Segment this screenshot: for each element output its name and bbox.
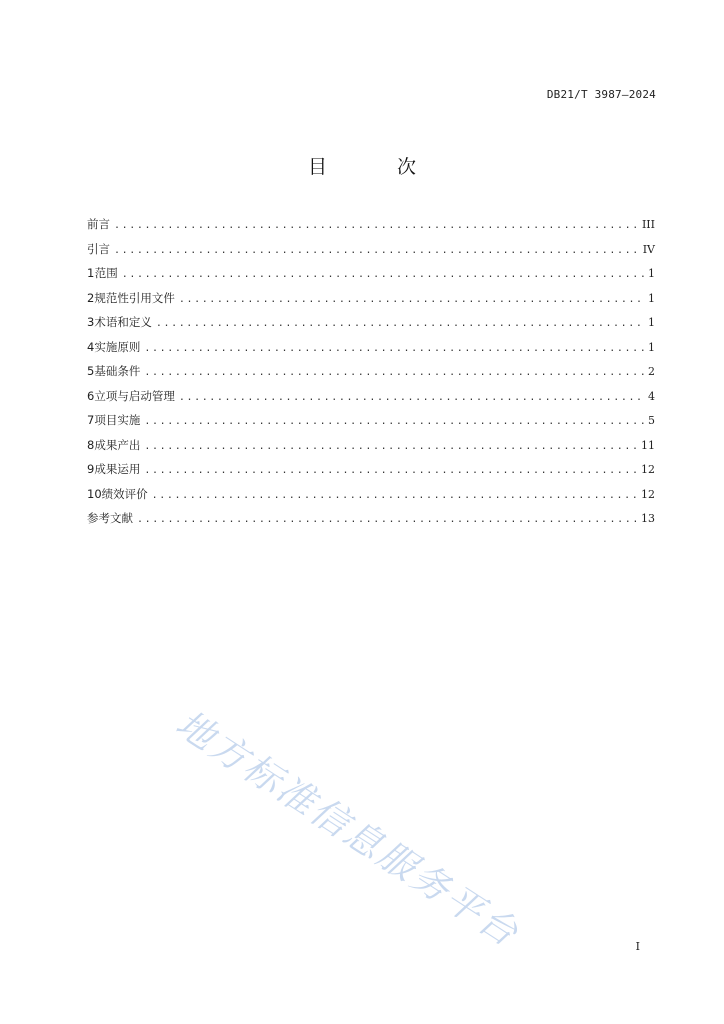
toc-entry-page: 1 xyxy=(648,316,655,329)
toc-entry-page: 4 xyxy=(648,389,655,403)
toc-leader-dots xyxy=(144,441,637,452)
toc-entry-page: 2 xyxy=(648,365,655,378)
toc-entry-page: 1 xyxy=(648,340,655,354)
toc-entry-page: IV xyxy=(642,242,655,256)
toc-entry-label: 规范性引用文件 xyxy=(94,290,175,305)
toc-entry-number: 1 xyxy=(87,266,95,280)
toc-entry-label: 前言 xyxy=(87,217,110,231)
toc-entry-number: 2 xyxy=(87,290,95,305)
toc-entry[interactable] xyxy=(87,461,655,486)
toc-entry[interactable] xyxy=(87,437,655,462)
toc-entry[interactable] xyxy=(87,216,655,241)
standard-code: DB21/T 3987—2024 xyxy=(546,88,656,101)
toc-entry-label: 成果产出 xyxy=(94,437,141,452)
watermark: 地方标准信息服务平台 xyxy=(168,701,528,956)
toc-entry[interactable] xyxy=(87,486,655,511)
toc-entry[interactable] xyxy=(87,412,655,437)
toc-entry-page: 13 xyxy=(641,512,655,525)
toc-entry-label: 范围 xyxy=(94,266,118,280)
toc-entry-page: 11 xyxy=(641,438,655,452)
page-title: 目 次 xyxy=(307,156,449,178)
toc-leader-dots xyxy=(144,465,637,476)
toc-entry-label: 实施原则 xyxy=(94,339,141,354)
toc-leader-dots xyxy=(144,343,644,354)
toc-entry-page: 12 xyxy=(641,463,655,476)
toc-entry-label: 参考文献 xyxy=(87,511,133,525)
toc-entry-number: 7 xyxy=(87,413,95,427)
toc-entry-page: 5 xyxy=(648,414,655,427)
toc-entry-number: 10 xyxy=(87,486,102,501)
toc-entry-label: 项目实施 xyxy=(94,413,141,427)
toc-entry-number: 6 xyxy=(87,388,95,403)
toc-entry[interactable] xyxy=(87,265,655,290)
toc-leader-dots xyxy=(114,220,638,231)
toc-entry[interactable] xyxy=(87,290,655,315)
toc-entry-label: 成果运用 xyxy=(94,462,141,476)
toc-entry-number: 5 xyxy=(87,364,95,378)
toc-entry[interactable] xyxy=(87,388,655,413)
toc-entry[interactable] xyxy=(87,363,655,388)
toc-entry-page: 1 xyxy=(648,291,655,305)
toc-leader-dots xyxy=(144,416,644,427)
toc-entry-label: 基础条件 xyxy=(94,364,141,378)
toc-leader-dots xyxy=(122,269,644,280)
toc-leader-dots xyxy=(114,245,639,256)
toc-entry[interactable] xyxy=(87,241,655,266)
toc-leader-dots xyxy=(179,294,644,305)
toc-entry[interactable] xyxy=(87,339,655,364)
toc-leader-dots xyxy=(152,490,637,501)
toc-entry-label: 引言 xyxy=(87,241,110,256)
toc-leader-dots xyxy=(144,367,644,378)
table-of-contents xyxy=(87,216,655,535)
toc-entry-number: 8 xyxy=(87,437,95,452)
toc-leader-dots xyxy=(137,514,637,525)
toc-leader-dots xyxy=(156,318,644,329)
page-number: I xyxy=(635,940,640,953)
toc-entry[interactable] xyxy=(87,510,655,535)
toc-leader-dots xyxy=(179,392,644,403)
toc-entry-page: 12 xyxy=(641,487,655,501)
toc-entry-page: III xyxy=(641,218,655,231)
toc-entry-label: 术语和定义 xyxy=(94,315,152,329)
toc-entry[interactable] xyxy=(87,314,655,339)
toc-entry-number: 3 xyxy=(87,315,95,329)
toc-entry-number: 4 xyxy=(87,339,95,354)
toc-entry-page: 1 xyxy=(648,267,655,280)
toc-entry-label: 绩效评价 xyxy=(101,486,148,501)
toc-entry-label: 立项与启动管理 xyxy=(94,388,175,403)
toc-entry-number: 9 xyxy=(87,462,95,476)
